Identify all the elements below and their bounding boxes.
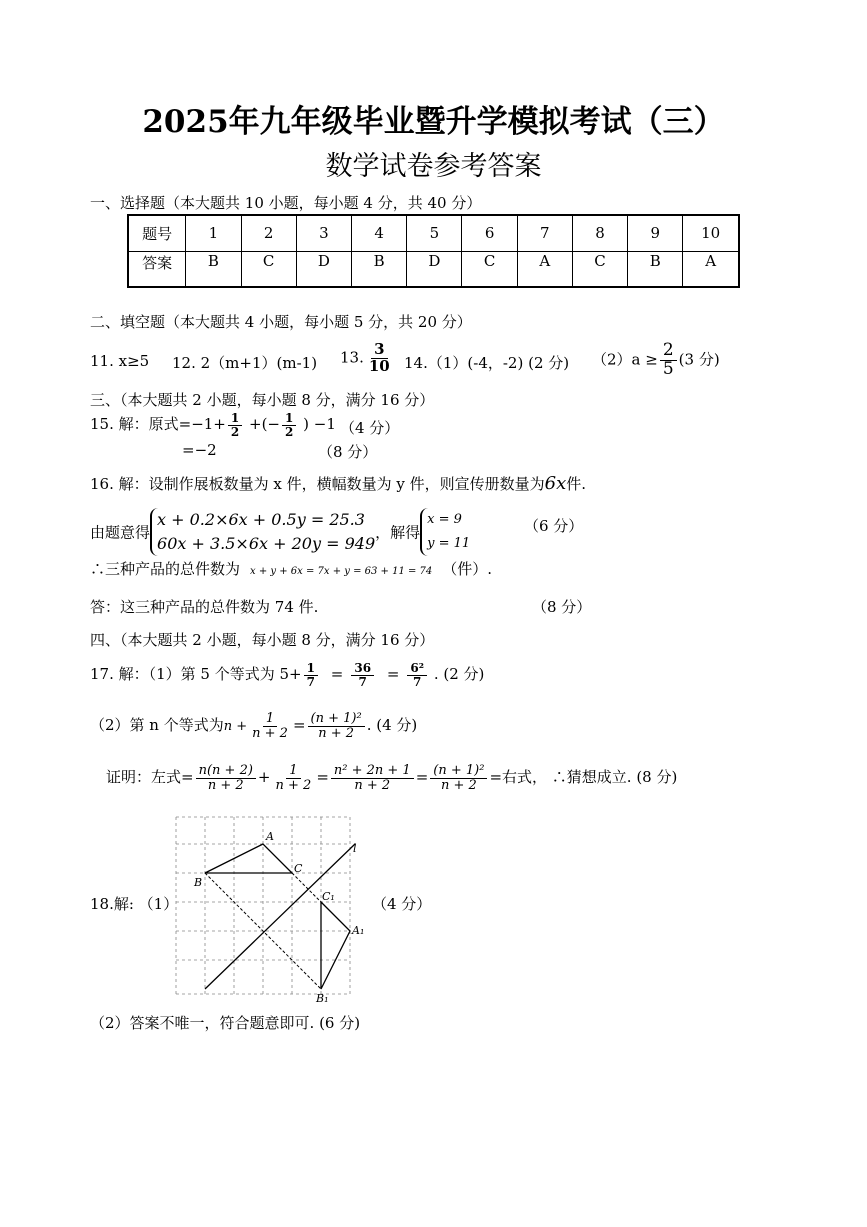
triangle-abc: [205, 844, 292, 873]
q16-equation-system: x + 0.2×6x + 0.5y = 25.3 60x + 3.5×6x + 20y = 949: [150, 508, 375, 556]
q15-line2: =−2: [182, 441, 217, 459]
q14-part1: 14.（1）(-4，-2) (2 分): [404, 354, 570, 372]
label-c1: C₁: [322, 890, 335, 903]
q13-answer: 13. $\frac{3}{10}$: [340, 342, 395, 375]
label-l: l: [353, 842, 357, 855]
q17-part2: （2）第 n 个等式为n + $\frac{1}{n + 2}$ = $\frac{\text{(n + 1)²}}{n + 2}$ . (4 分): [90, 711, 418, 741]
label-a1: A₁: [352, 924, 365, 937]
q15-line1: 15. 解：原式=−1+ $\frac{1}{2}$ +(− $\frac{1}{2}$ ) −1: [90, 411, 336, 439]
table-cell: C: [462, 251, 517, 287]
q17-proof: 证明：左式= $\frac{n(n + 2)}{n + 2}$ + $\frac{1}{n + 2}$ = $\frac{\text{n² + 2n + 1}}{n + 2}$ = $\frac{\text{(n + 1)²}}{n + 2}$ =右式， ∴猜想成立. (8 分): [106, 763, 678, 793]
q16-line1: 16. 解：设制作展板数量为 x 件，横幅数量为 y 件，则宣传册数量为6x件.: [90, 473, 587, 494]
table-header-answer: 答案: [128, 251, 186, 287]
table-cell: 2: [241, 215, 296, 251]
q16-system: 由题意得x + 0.2×6x + 0.5y = 25.3 60x + 3.5×6x + 20y = 949，解得x = 9 y = 11: [90, 508, 470, 556]
page-title: 2025年九年级毕业暨升学模拟考试（三）: [142, 104, 725, 140]
q13-fraction: $\frac{3}{10}$: [368, 340, 390, 375]
triangle-a1b1c1: [321, 902, 350, 989]
table-cell: B: [628, 251, 683, 287]
table-cell: A: [517, 251, 572, 287]
q11-answer: 11. x≥5: [90, 352, 150, 370]
table-cell: 3: [296, 215, 351, 251]
table-row: [128, 251, 739, 287]
q14-part2: （2）a ≥ $\frac{2}{5}$ (3 分): [592, 340, 720, 379]
table-cell: C: [241, 251, 296, 287]
table-cell: D: [407, 251, 462, 287]
q16-score1: （6 分）: [524, 517, 584, 535]
q15-score2: （8 分）: [318, 443, 378, 461]
table-cell: 6: [462, 215, 517, 251]
table-cell: 7: [517, 215, 572, 251]
answer-table: [127, 214, 740, 288]
q16-solution-system: x = 9 y = 11: [420, 508, 470, 556]
table-cell: 4: [352, 215, 407, 251]
table-cell: 8: [572, 215, 627, 251]
label-b1: B₁: [316, 992, 329, 1005]
page-subtitle: 数学试卷参考答案: [325, 151, 542, 182]
label-b: B: [194, 876, 203, 889]
q12-answer: 12. 2（m+1）(m-1): [172, 354, 318, 372]
table-cell: B: [352, 251, 407, 287]
table-cell: B: [186, 251, 241, 287]
table-cell: A: [683, 251, 739, 287]
table-header-number: 题号: [128, 215, 186, 251]
section1-heading: 一、选择题（本大题共 10 小题，每小题 4 分，共 40 分）: [90, 194, 482, 212]
q18-label: 18.解: （1）: [90, 895, 179, 913]
label-a: A: [266, 830, 274, 843]
q18-score1: （4 分）: [372, 895, 432, 913]
section4-heading: 四、（本大题共 2 小题，每小题 8 分，满分 16 分）: [90, 631, 435, 649]
table-cell: D: [296, 251, 351, 287]
q14-fraction: $\frac{2}{5}$: [660, 342, 677, 379]
table-cell: 5: [407, 215, 462, 251]
q16-answer: 答：这三种产品的总件数为 74 件.: [90, 598, 319, 616]
line-cc1: [292, 873, 321, 902]
q16-total: ∴三种产品的总件数为 x + y + 6x = 7x + y = 63 + 11 = 74 （件）.: [90, 560, 493, 578]
table-cell: 9: [628, 215, 683, 251]
q16-score2: （8 分）: [532, 598, 592, 616]
q18-grid-figure: [170, 812, 365, 1007]
q18-part2: （2）答案不唯一，符合题意即可. (6 分): [90, 1014, 361, 1032]
label-c: C: [294, 862, 303, 875]
table-cell: 10: [683, 215, 739, 251]
table-cell: C: [572, 251, 627, 287]
section2-heading: 二、填空题（本大题共 4 小题，每小题 5 分，共 20 分）: [90, 313, 472, 331]
section3-heading: 三、（本大题共 2 小题，每小题 8 分，满分 16 分）: [90, 391, 435, 409]
q17-part1: 17. 解：（1）第 5 个等式为 5+ $\frac{1}{7}$ = $\frac{36}{7}$ = $\frac{\text{6²}}{7}$ . (2 分): [90, 661, 485, 689]
q15-score1: （4 分）: [340, 419, 400, 437]
table-row: [128, 215, 739, 251]
table-cell: 1: [186, 215, 241, 251]
